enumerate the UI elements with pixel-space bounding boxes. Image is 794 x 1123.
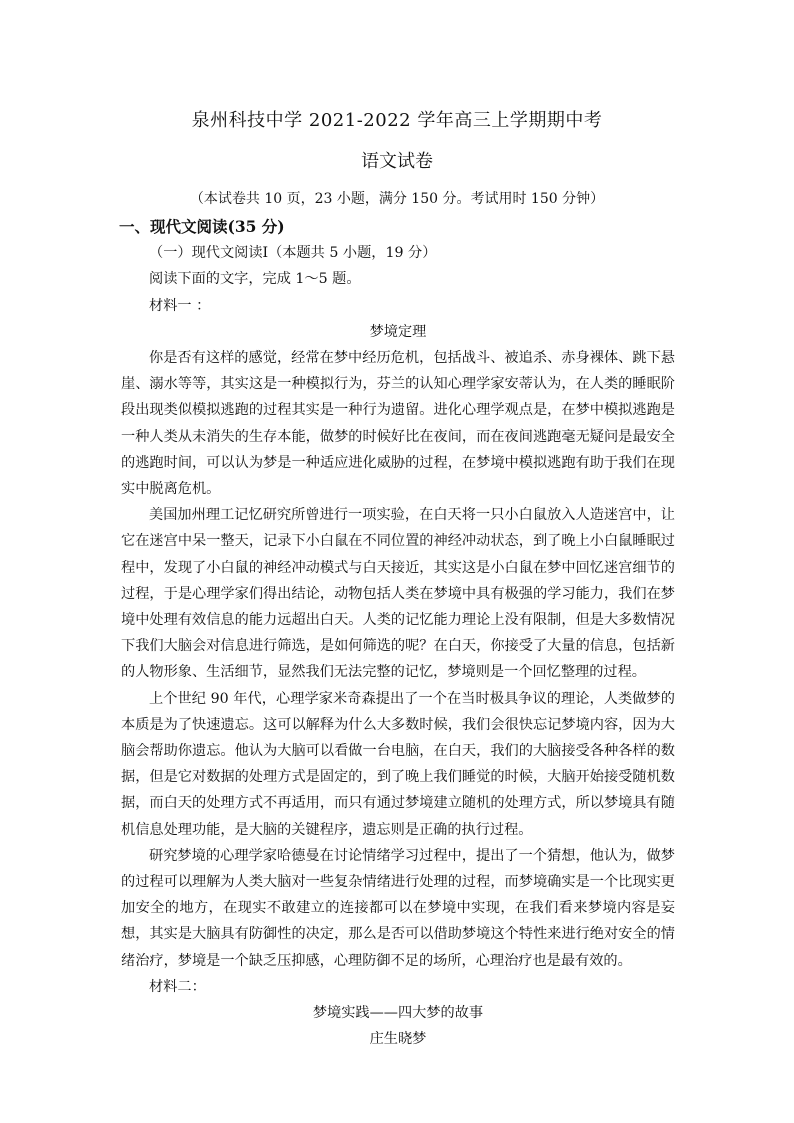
- paragraph: 研究梦境的心理学家哈德曼在讨论情绪学习过程中，提出了一个猜想，他认为，做梦的过程可以理解为人类大脑对一些复杂情绪进行处理的过程，而梦境确实是一个比现实更加安全的地方，在现实不敢建立的连接都可以在梦境中实现，在我们看来梦境内容是妄想，其实是大脑具有防御性的决定，那么是否可以借助梦境这个特性来进行绝对安全的情绪治疗，梦境是一个缺乏压抑感，心理防御不足的场所，心理治疗也是最有效的。: [121, 847, 675, 969]
- paragraph: 你是否有这样的感觉，经常在梦中经历危机，包括战斗、被追杀、赤身裸体、跳下悬崖、溺水等等，其实这是一种模拟行为，芬兰的认知心理学家安蒂认为，在人类的睡眠阶段出现类似模拟逃跑的过程其实是一种行为遗留。进化心理学观点是，在梦中模拟逃跑是一种人类从未消失的生存本能，做梦的时候好比在夜间，而在夜间逃跑毫无疑问是最安全的逃跑时间，可以认为梦是一种适应进化威胁的过程，在梦境中模拟逃跑有助于我们在现实中脱离危机。: [121, 350, 675, 498]
- material-two-subtitle: 庄生晓梦: [369, 1031, 427, 1048]
- exam-title: 泉州科技中学 2021-2022 学年高三上学期期中考: [191, 110, 603, 131]
- reading-instruction: 阅读下面的文字，完成 1～5 题。: [149, 271, 361, 288]
- subsection-heading: （一）现代文阅读Ⅰ（本题共 5 小题，19 分）: [149, 245, 437, 262]
- exam-note: （本试卷共 10 页，23 小题，满分 150 分。考试用时 150 分钟）: [189, 191, 605, 207]
- material-one-label: 材料一 ：: [149, 297, 211, 314]
- exam-subject: 语文试卷: [361, 151, 433, 172]
- material-two-title: 梦境实践——四大梦的故事: [312, 1005, 484, 1022]
- section-heading: 一、现代文阅读(35 分): [119, 217, 285, 236]
- material-one-title: 梦境定理: [369, 323, 427, 340]
- paragraph: 上个世纪 90 年代，心理学家米奇森提出了一个在当时极具争议的理论，人类做梦的本质是为了快速遗忘。这可以解释为什么大多数时候，我们会很快忘记梦境内容，因为大脑会帮助你遗忘。他认为大脑可以看做一台电脑，在白天，我们的大脑接受各种各样的数据，但是它对数据的处理方式是固定的，到了晚上我们睡觉的时候，大脑开始接受随机数据，而白天的处理方式不再适用，而只有通过梦境建立随机的处理方式，所以梦境具有随机信息处理功能，是大脑的关键程序，遗忘则是正确的执行过程。: [121, 690, 675, 838]
- exam-content: [121, 214, 675, 1053]
- paragraph: 美国加州理工记忆研究所曾进行一项实验，在白天将一只小白鼠放入人造迷宫中，让它在迷宫中呆一整天，记录下小白鼠在不同位置的神经冲动状态，到了晚上小白鼠睡眠过程中，发现了小白鼠的神经冲动模式与白天接近，其实这是小白鼠在梦中回忆迷宫细节的过程，于是心理学家们得出结论，动物包括人类在梦境中具有极强的学习能力，我们在梦境中处理有效信息的能力远超出白天。人类的记忆能力理论上没有限制，但是大多数情况下我们大脑会对信息进行筛选，是如何筛选的呢？在白天，你接受了大量的信息，包括新的人物形象、生活细节，显然我们无法完整的记忆，梦境则是一个回忆整理的过程。: [121, 507, 675, 681]
- material-two-label: 材料二：: [149, 978, 206, 995]
